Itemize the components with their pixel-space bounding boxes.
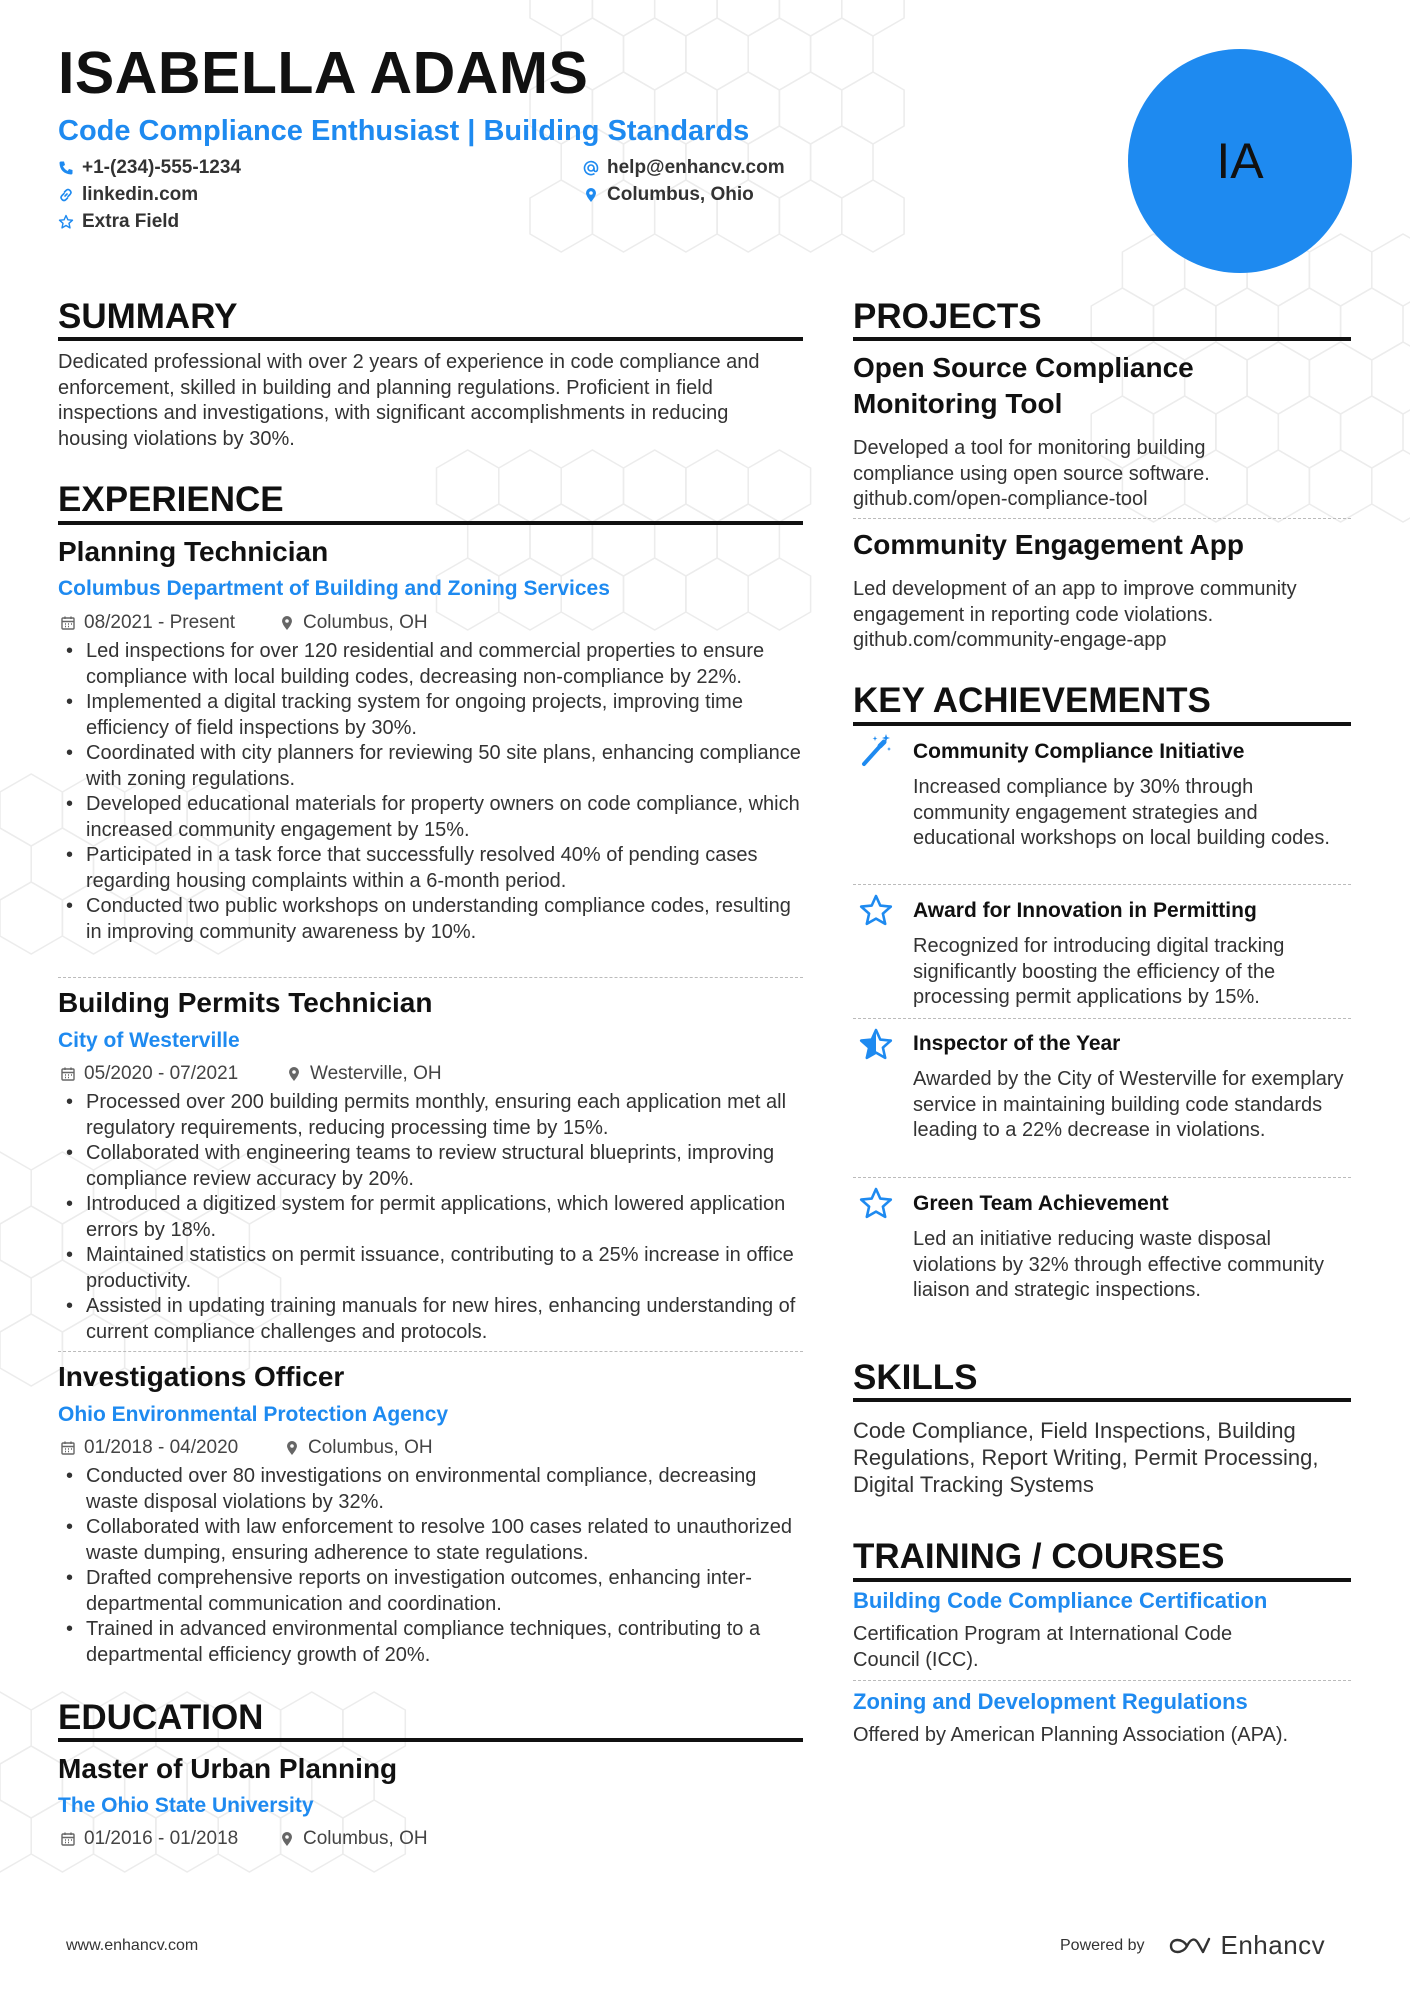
map-pin-icon <box>279 615 295 631</box>
calendar-icon <box>60 1440 76 1456</box>
calendar-icon <box>60 1066 76 1082</box>
education-location-text: Columbus, OH <box>303 1828 428 1849</box>
achievement-description: Recognized for introducing digital tracking significantly boosting the efficiency of the processing permit applications by 15%. <box>913 935 1285 1008</box>
map-pin-icon <box>279 1831 295 1847</box>
course-description: Certification Program at International Code Council (ICC). <box>853 1623 1233 1671</box>
job-dates-text: 08/2021 - Present <box>84 612 236 633</box>
map-pin-icon <box>583 187 599 203</box>
contact-phone[interactable] <box>58 158 241 177</box>
contact-email[interactable] <box>583 158 785 177</box>
achievement-description: Increased compliance by 30% through community engagement strategies and educational workshops on local building codes. <box>913 776 1330 849</box>
job-location-text: Columbus, OH <box>308 1437 433 1458</box>
calendar-icon <box>60 1831 76 1847</box>
job-bullet: • Conducted over 80 investigations on environmental compliance, decreasing waste disposal violations by 32%. <box>58 1464 808 1515</box>
education-location <box>279 1829 428 1848</box>
star-half-icon <box>858 1027 894 1063</box>
job-dates <box>60 1438 238 1457</box>
achievement-title: Community Compliance Initiative <box>913 740 1245 763</box>
at-sign-icon <box>583 160 599 176</box>
achievement-separator <box>853 1177 1351 1178</box>
job-title: Building Permits Technician <box>58 987 433 1018</box>
job-bullet: • Processed over 200 building permits monthly, ensuring each application met all regulatory requirements, reducing processing time by 15%. <box>58 1090 808 1141</box>
job-bullet: • Maintained statistics on permit issuance, contributing to a 25% increase in office productivity. <box>58 1243 808 1294</box>
enhancv-logo-icon <box>1167 1934 1213 1958</box>
project-separator <box>853 518 1351 519</box>
job-organization: Ohio Environmental Protection Agency <box>58 1403 449 1426</box>
projects-heading: PROJECTS <box>853 297 1042 336</box>
calendar-icon <box>60 615 76 631</box>
summary-text: Dedicated professional with over 2 years of experience in code compliance and enforcement, skilled in building and planning regulations. Proficient in field inspections and investigations, with significant accomplishments in reducing housing violations by 30%. <box>58 351 760 450</box>
candidate-headline: Code Compliance Enthusiast | Building Standards <box>58 115 750 147</box>
job-bullet: • Led inspections for over 120 residential and commercial properties to ensure compliance with local building codes, decreasing non-compliance by 22%. <box>58 639 808 690</box>
experience-separator <box>58 977 803 978</box>
map-pin-icon <box>284 1440 300 1456</box>
summary-heading: SUMMARY <box>58 297 238 336</box>
candidate-name: ISABELLA ADAMS <box>58 40 589 106</box>
education-dates-text: 01/2016 - 01/2018 <box>84 1828 239 1849</box>
job-bullet: • Collaborated with engineering teams to review structural blueprints, improving compliance review accuracy by 20%. <box>58 1141 808 1192</box>
skills-text: Code Compliance, Field Inspections, Building Regulations, Report Writing, Permit Processing, Digital Tracking Systems <box>853 1418 1319 1497</box>
achievement-separator <box>853 1018 1351 1019</box>
achievement-title: Inspector of the Year <box>913 1032 1121 1055</box>
star-outline-icon <box>858 893 894 929</box>
magic-wand-icon <box>858 732 894 768</box>
achievement-description: Led an initiative reducing waste disposal violations by 32% through effective community liaison and strategic inspections. <box>913 1228 1324 1301</box>
education-school: The Ohio State University <box>58 1794 314 1817</box>
job-dates-text: 01/2018 - 04/2020 <box>84 1437 239 1458</box>
achievement-separator <box>853 884 1351 885</box>
achievements-heading: KEY ACHIEVEMENTS <box>853 681 1211 720</box>
avatar <box>1128 49 1352 273</box>
job-dates <box>60 613 235 632</box>
job-bullets <box>58 1090 808 1345</box>
job-location-text: Columbus, OH <box>303 612 428 633</box>
contact-linkedin[interactable] <box>58 185 198 204</box>
contact-location <box>583 185 754 204</box>
education-dates <box>60 1829 238 1848</box>
powered-by-text: Powered by <box>1060 1936 1145 1954</box>
extra-field-text: Extra Field <box>82 211 180 232</box>
star-outline-icon <box>858 1186 894 1222</box>
course-title: Building Code Compliance Certification <box>853 1588 1268 1613</box>
course-separator <box>853 1680 1351 1681</box>
job-bullet: • Conducted two public workshops on understanding compliance codes, resulting in improving community awareness by 10%. <box>58 894 808 945</box>
training-heading: TRAINING / COURSES <box>853 1537 1225 1576</box>
skills-divider <box>853 1398 1351 1402</box>
achievement-title: Award for Innovation in Permitting <box>913 899 1257 922</box>
linkedin-text: linkedin.com <box>82 184 199 205</box>
achievement-description: Awarded by the City of Westerville for exemplary service in maintaining building code standards leading to a 22% decrease in violations. <box>913 1068 1344 1141</box>
experience-separator <box>58 1351 803 1352</box>
skills-heading: SKILLS <box>853 1358 978 1397</box>
job-bullet: • Implemented a digital tracking system for ongoing projects, improving time efficiency of field inspections by 30%. <box>58 690 808 741</box>
phone-text: +1-(234)-555-1234 <box>82 157 241 178</box>
training-divider <box>853 1578 1351 1582</box>
job-bullet: • Trained in advanced environmental compliance techniques, contributing to a departmental efficiency growth of 20%. <box>58 1617 808 1668</box>
project-description: Led development of an app to improve community engagement in reporting code violations. github.com/community-engage-app <box>853 578 1297 651</box>
course-title: Zoning and Development Regulations <box>853 1689 1248 1714</box>
job-organization: City of Westerville <box>58 1029 240 1052</box>
map-pin-icon <box>286 1066 302 1082</box>
avatar-initials: IA <box>1216 133 1264 189</box>
education-divider <box>58 1738 803 1742</box>
job-bullet: • Collaborated with law enforcement to resolve 100 cases related to unauthorized waste dumping, ensuring adherence to state regulations. <box>58 1515 808 1566</box>
job-bullets <box>58 639 808 945</box>
job-bullet: • Developed educational materials for property owners on code compliance, which increased community engagement by 15%. <box>58 792 808 843</box>
star-outline-icon <box>58 214 74 230</box>
summary-divider <box>58 337 803 341</box>
job-dates-text: 05/2020 - 07/2021 <box>84 1063 239 1084</box>
footer-website[interactable]: www.enhancv.com <box>66 1937 199 1954</box>
achievements-divider <box>853 722 1351 726</box>
projects-divider <box>853 337 1351 341</box>
contact-extra-field <box>58 212 179 231</box>
course-description: Offered by American Planning Association (APA). <box>853 1724 1289 1746</box>
job-bullet: • Introduced a digitized system for permit applications, which lowered application errors by 18%. <box>58 1192 808 1243</box>
job-bullet: • Coordinated with city planners for reviewing 50 site plans, enhancing compliance with zoning regulations. <box>58 741 808 792</box>
job-organization: Columbus Department of Building and Zoning Services <box>58 577 610 600</box>
location-text: Columbus, Ohio <box>607 184 754 205</box>
education-heading: EDUCATION <box>58 1698 264 1737</box>
experience-divider <box>58 521 803 525</box>
project-title: Community Engagement App <box>853 529 1244 560</box>
job-title: Investigations Officer <box>58 1361 345 1392</box>
brand-logo <box>1167 1930 1326 1961</box>
job-location <box>286 1064 442 1083</box>
experience-heading: EXPERIENCE <box>58 480 284 519</box>
brand-name: Enhancv <box>1220 1930 1326 1960</box>
job-location <box>284 1438 433 1457</box>
job-bullet: • Participated in a task force that successfully resolved 40% of pending cases regarding housing complaints within a 6-month period. <box>58 843 808 894</box>
link-icon <box>58 187 74 203</box>
education-degree: Master of Urban Planning <box>58 1753 398 1784</box>
project-description: Developed a tool for monitoring building compliance using open source software. github.com/open-compliance-tool <box>853 437 1210 510</box>
achievement-title: Green Team Achievement <box>913 1192 1169 1215</box>
job-bullets <box>58 1464 808 1668</box>
job-bullet: • Assisted in updating training manuals for new hires, enhancing understanding of current compliance challenges and protocols. <box>58 1294 808 1345</box>
job-title: Planning Technician <box>58 536 329 567</box>
job-location <box>279 613 428 632</box>
phone-icon <box>58 160 74 176</box>
project-title: Open Source Compliance Monitoring Tool <box>853 352 1194 419</box>
job-dates <box>60 1064 238 1083</box>
footer-branding[interactable] <box>1060 1930 1325 1961</box>
email-text: help@enhancv.com <box>607 157 785 178</box>
job-bullet: • Drafted comprehensive reports on investigation outcomes, enhancing inter-departmental communication and coordination. <box>58 1566 808 1617</box>
job-location-text: Westerville, OH <box>310 1063 442 1084</box>
